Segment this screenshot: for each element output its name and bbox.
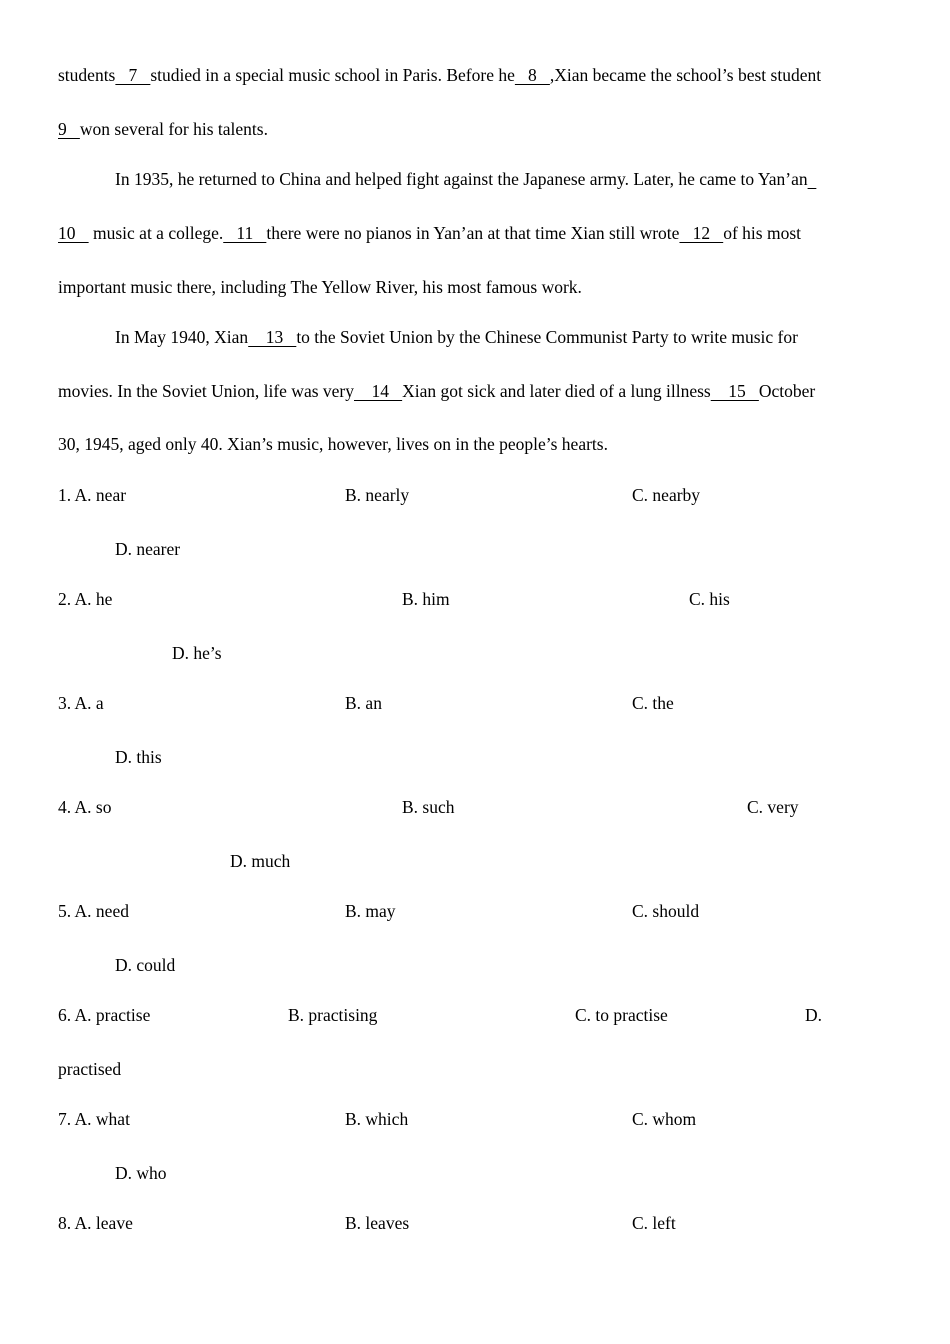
option-d-continued: practised [58, 1059, 122, 1079]
blank-11: 11 [223, 223, 267, 243]
blank-12: 12 [679, 223, 724, 243]
passage-line-3 [115, 168, 816, 190]
option-a: 1. A. near [58, 485, 127, 505]
blank-14: 14 [354, 381, 403, 401]
option-b: B. nearly [345, 485, 410, 505]
passage-line-2 [58, 118, 268, 140]
option-c: C. to practise [575, 1005, 668, 1025]
option-d: D. he’s [172, 643, 222, 663]
passage-text: October [758, 381, 816, 401]
passage-text: In 1935, he returned to China and helped fight against the Japanese army. Later, he came to Yan’an [115, 169, 808, 189]
option-b: B. an [345, 693, 382, 713]
blank-10-start [808, 169, 817, 189]
passage-text: important music there, including The Yellow River, his most famous work. [58, 277, 582, 297]
option-a: 2. A. he [58, 589, 113, 609]
option-c: C. the [632, 693, 674, 713]
option-b: B. such [402, 797, 455, 817]
passage-text: studied in a special music school in Paris. Before he [150, 65, 515, 85]
option-b: B. practising [288, 1005, 378, 1025]
option-d: D. this [115, 747, 162, 767]
option-c: C. his [689, 589, 730, 609]
blank-9: 9 [58, 119, 80, 139]
passage-line-5 [58, 276, 582, 298]
passage-line-6 [115, 326, 798, 348]
passage-text: students [58, 65, 116, 85]
blank-15: 15 [710, 381, 759, 401]
option-a: 5. A. need [58, 901, 129, 921]
passage-text: won several for his talents. [79, 119, 268, 139]
option-d: D. [805, 1005, 823, 1025]
blank-13: 13 [248, 327, 297, 347]
blank-10: 10 [58, 223, 89, 243]
passage-text: of his most [723, 223, 801, 243]
option-b: B. him [402, 589, 450, 609]
passage-text: music at a college. [88, 223, 224, 243]
passage-line-8 [58, 433, 608, 455]
option-c: C. whom [632, 1109, 697, 1129]
passage-line-4 [58, 222, 801, 244]
option-c: C. very [747, 797, 799, 817]
option-d: D. could [115, 955, 176, 975]
option-b: B. leaves [345, 1213, 410, 1233]
option-b: B. may [345, 901, 396, 921]
option-a: 7. A. what [58, 1109, 130, 1129]
passage-line-7 [58, 380, 815, 402]
passage-text: 30, 1945, aged only 40. Xian’s music, however, lives on in the people’s hearts. [58, 434, 608, 454]
option-a: 6. A. practise [58, 1005, 151, 1025]
blank-7: 7 [115, 65, 151, 85]
option-d: D. much [230, 851, 291, 871]
passage-text: In May 1940, Xian [115, 327, 249, 347]
passage-text: to the Soviet Union by the Chinese Communist Party to write music for [296, 327, 798, 347]
option-c: C. left [632, 1213, 676, 1233]
option-d: D. nearer [115, 539, 181, 559]
blank-8: 8 [514, 65, 550, 85]
passage-text: there were no pianos in Yan’an at that time Xian still wrote [266, 223, 680, 243]
passage-text: ,Xian became the school’s best student [549, 65, 822, 85]
passage-text: movies. In the Soviet Union, life was very [58, 381, 354, 401]
option-a: 3. A. a [58, 693, 104, 713]
option-a: 8. A. leave [58, 1213, 133, 1233]
option-d: D. who [115, 1163, 167, 1183]
option-a: 4. A. so [58, 797, 112, 817]
option-c: C. nearby [632, 485, 701, 505]
option-b: B. which [345, 1109, 409, 1129]
passage-text: Xian got sick and later died of a lung illness [402, 381, 711, 401]
option-c: C. should [632, 901, 700, 921]
passage-line-1 [58, 64, 821, 86]
